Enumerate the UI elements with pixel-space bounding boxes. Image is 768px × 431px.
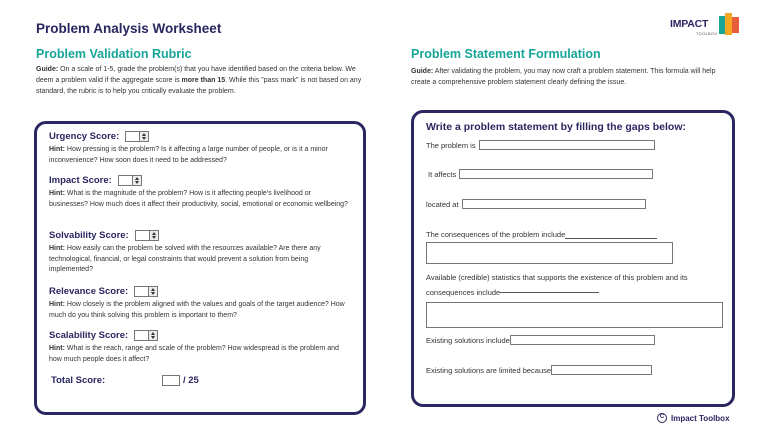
statistics-field[interactable]: [426, 302, 723, 328]
statement-guide: Guide: After validating the problem, you may now craft a problem statement. This formula will help create a comprehensive problem statement clearly defining the issue.: [411, 68, 716, 86]
problem-is-row: The problem is: [426, 140, 655, 150]
rubric-title: Problem Validation Rubric: [36, 47, 192, 61]
limited-because-row: Existing solutions are limited because: [426, 365, 652, 375]
spinner-icon[interactable]: [133, 175, 142, 186]
statement-title: Problem Statement Formulation: [411, 47, 601, 61]
scalability-criterion: [49, 328, 349, 365]
located-at-field[interactable]: [462, 199, 646, 209]
solvability-score-input[interactable]: [135, 230, 159, 241]
total-score-denominator: / 25: [183, 375, 199, 386]
impact-hint: Hint: What is the magnitude of the problem? How is it affecting people's livelihood or businesses? How much does it affect their productivity, social, emotional or economic wellbeing?: [49, 190, 348, 208]
solvability-hint: Hint: How easily can the problem be solved with the resources available? Are there any technological, financial, or legal constraints that would prevent a solution from being implemented?: [49, 245, 321, 273]
worksheet-title: Problem Analysis Worksheet: [36, 21, 222, 36]
relevance-score-label: Relevance Score:: [49, 285, 129, 297]
scalability-score-input[interactable]: [134, 330, 158, 341]
impact-toolbox-logo: [670, 12, 740, 38]
rubric-panel: [34, 121, 366, 415]
scalability-hint: Hint: What is the reach, range and scale of the problem? How widespread is the problem and how much people does it affect?: [49, 345, 339, 363]
urgency-score-label: Urgency Score:: [49, 130, 120, 142]
logo-wordmark: IMPACT: [670, 18, 709, 30]
impact-score-input[interactable]: [118, 175, 142, 186]
footer-credit: [657, 413, 730, 423]
solvability-criterion: [49, 228, 349, 276]
impact-score-label: Impact Score:: [49, 174, 112, 186]
urgency-criterion: [49, 129, 349, 166]
spinner-icon[interactable]: [150, 230, 159, 241]
spinner-icon[interactable]: [149, 286, 158, 297]
logo-subtitle: TOOLBOX: [696, 31, 718, 36]
rubric-guide: Guide: On a scale of 1-5, grade the problem(s) that you have identified based on the criteria below. We deem a problem valid if the aggregate score is more than 15. While this "pass mark" is not based on any standard, the rubric is to help you critically evaluate the problem.: [36, 66, 362, 95]
relevance-criterion: [49, 284, 349, 321]
statement-heading: Write a problem statement by filling the gaps below:: [426, 121, 687, 133]
consequences-row: The consequences of the problem include: [426, 230, 657, 239]
solvability-score-label: Solvability Score:: [49, 229, 129, 241]
total-score-row: [51, 375, 199, 386]
relevance-score-input[interactable]: [134, 286, 158, 297]
relevance-hint: Hint: How closely is the problem aligned with the values and goals of the target audience? How much do you think solving this problem is important to them?: [49, 301, 345, 319]
logo-mark-icon: [718, 12, 740, 36]
it-affects-field[interactable]: [459, 169, 653, 179]
total-score-input[interactable]: [162, 375, 180, 386]
total-score-label: Total Score:: [51, 375, 106, 386]
copyright-icon: C: [657, 413, 667, 423]
statement-panel: [411, 110, 735, 407]
consequences-field[interactable]: [426, 242, 673, 264]
spinner-icon[interactable]: [140, 131, 149, 142]
existing-solutions-row: Existing solutions include: [426, 335, 655, 345]
statistics-label: Available (credible) statistics that supports the existence of this problem and its consequences include: [426, 273, 688, 297]
urgency-hint: Hint: How pressing is the problem? Is it affecting a large number of people, or is it a minor inconvenience? How soon does it need to be addressed?: [49, 146, 328, 164]
scalability-score-label: Scalability Score:: [49, 329, 129, 341]
spinner-icon[interactable]: [149, 330, 158, 341]
located-at-row: located at: [426, 199, 646, 209]
footer-brand: Impact Toolbox: [671, 413, 730, 423]
existing-solutions-field[interactable]: [510, 335, 655, 345]
limited-because-field[interactable]: [551, 365, 652, 375]
problem-is-field[interactable]: [479, 140, 655, 150]
urgency-score-input[interactable]: [125, 131, 149, 142]
impact-criterion: [49, 173, 349, 210]
it-affects-row: It affects: [426, 169, 653, 179]
